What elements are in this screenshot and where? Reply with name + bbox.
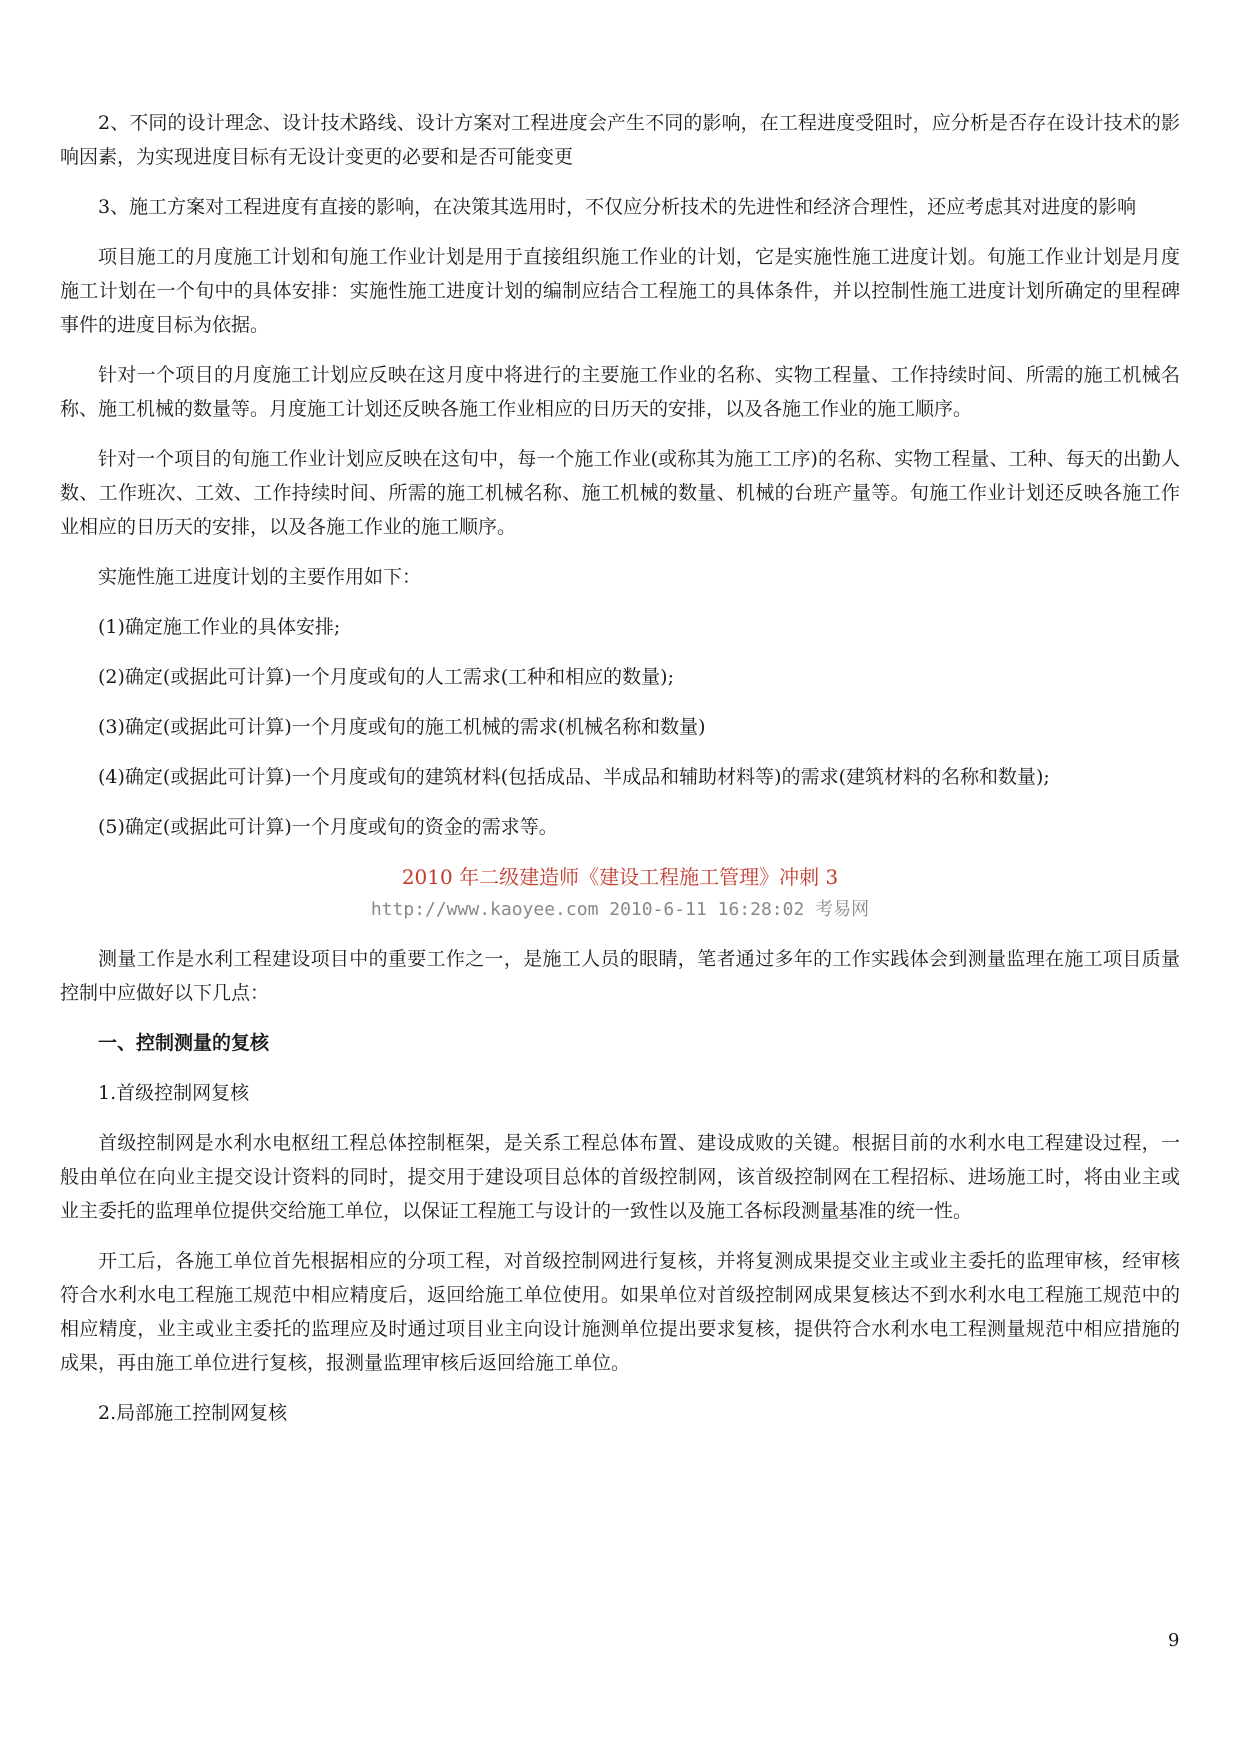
list-item: (5)确定(或据此可计算)一个月度或旬的资金的需求等。: [98, 816, 558, 838]
section-heading: 一、控制测量的复核: [98, 1032, 270, 1054]
list-item: (4)确定(或据此可计算)一个月度或旬的建筑材料(包括成品、半成品和辅助材料等)的需求(建筑材料的名称和数量);: [98, 766, 1050, 788]
page-content: [60, 106, 1180, 1446]
article-intro: 测量工作是水利工程建设项目中的重要工作之一，是施工人员的眼睛，笔者通过多年的工作实践体会到测量监理在施工项目质量控制中应做好以下几点：: [60, 948, 1180, 1004]
paragraph: 针对一个项目的旬施工作业计划应反映在这旬中，每一个施工作业(或称其为施工工序)的名称、实物工程量、工种、每天的出勤人数、工作班次、工效、工作持续时间、所需的施工机械名称、施工机械的数量、机械的台班产量等。旬施工作业计划还反映各施工作业相应的日历天的安排，以及各施工作业的施工顺序。: [60, 448, 1180, 538]
list-item: (2)确定(或据此可计算)一个月度或旬的人工需求(工种和相应的数量);: [98, 666, 674, 688]
list-item: (1)确定施工作业的具体安排;: [98, 616, 341, 638]
page-number: 9: [1168, 1630, 1180, 1651]
article-meta: http://www.kaoyee.com 2010-6-11 16:28:02 考易网: [370, 899, 870, 920]
list-item: (3)确定(或据此可计算)一个月度或旬的施工机械的需求(机械名称和数量): [98, 716, 706, 738]
paragraph: 3、施工方案对工程进度有直接的影响，在决策其选用时，不仅应分析技术的先进性和经济合理性，还应考虑其对进度的影响: [98, 196, 1137, 218]
paragraph: 2、不同的设计理念、设计技术路线、设计方案对工程进度会产生不同的影响，在工程进度受阻时，应分析是否存在设计技术的影响因素，为实现进度目标有无设计变更的必要和是否可能变更: [60, 112, 1180, 168]
paragraph: 实施性施工进度计划的主要作用如下：: [98, 566, 422, 588]
paragraph: 首级控制网是水利水电枢纽工程总体控制框架，是关系工程总体布置、建设成败的关键。根据目前的水利水电工程建设过程，一般由单位在向业主提交设计资料的同时，提交用于建设项目总体的首级控制网，该首级控制网在工程招标、进场施工时，将由业主或业主委托的监理单位提供交给施工单位，以保证工程施工与设计的一致性以及施工各标段测量基准的统一性。: [60, 1132, 1180, 1222]
paragraph: 开工后，各施工单位首先根据相应的分项工程，对首级控制网进行复核，并将复测成果提交业主或业主委托的监理审核，经审核符合水利水电工程施工规范中相应精度后，返回给施工单位使用。如果单位对首级控制网成果复核达不到水利水电工程施工规范中的相应精度，业主或业主委托的监理应及时通过项目业主向设计施测单位提出要求复核，提供符合水利水电工程测量规范中相应措施的成果，再由施工单位进行复核，报测量监理审核后返回给施工单位。: [60, 1250, 1180, 1374]
paragraph: 针对一个项目的月度施工计划应反映在这月度中将进行的主要施工作业的名称、实物工程量、工作持续时间、所需的施工机械名称、施工机械的数量等。月度施工计划还反映各施工作业相应的日历天的安排，以及各施工作业的施工顺序。: [60, 364, 1180, 420]
paragraph: 项目施工的月度施工计划和旬施工作业计划是用于直接组织施工作业的计划，它是实施性施工进度计划。旬施工作业计划是月度施工计划在一个旬中的具体安排：实施性施工进度计划的编制应结合工程施工的具体条件，并以控制性施工进度计划所确定的里程碑事件的进度目标为依据。: [60, 246, 1180, 336]
subsection-heading: 1.首级控制网复核: [98, 1082, 250, 1104]
subsection-heading: 2.局部施工控制网复核: [98, 1402, 288, 1424]
article-title: 2010 年二级建造师《建设工程施工管理》冲刺 3: [401, 865, 839, 889]
